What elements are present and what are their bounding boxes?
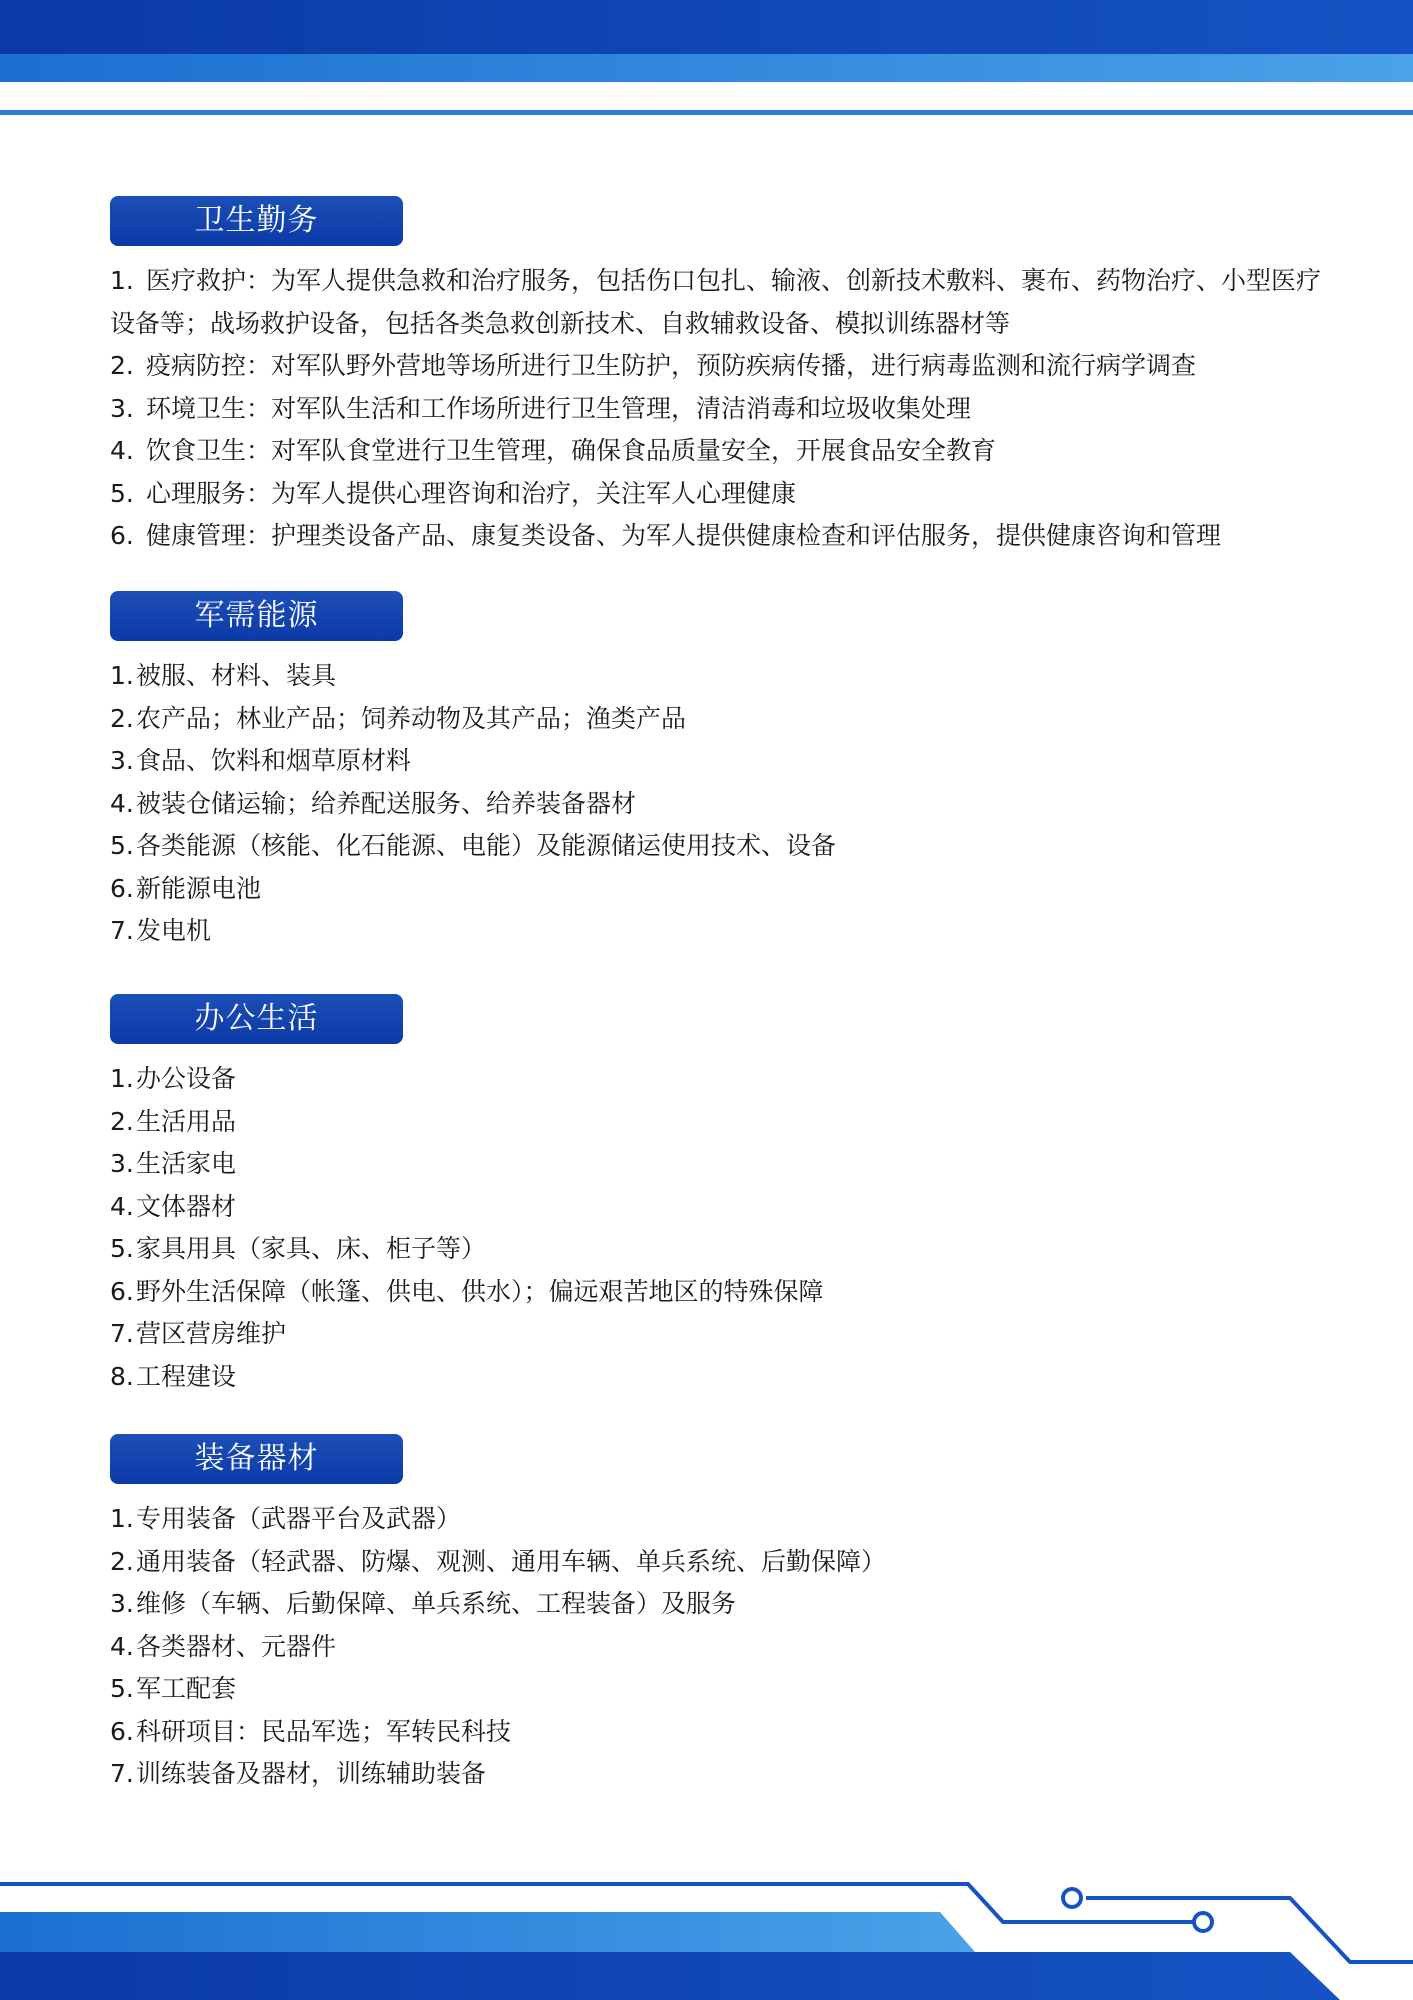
list-item: 6. 健康管理：护理类设备产品、康复类设备、为军人提供健康检查和评估服务，提供健康咨询和管理 — [110, 521, 1222, 550]
item-list — [110, 655, 1340, 953]
list-item: 6.科研项目：民品军选；军转民科技 — [110, 1716, 512, 1746]
list-item: 7.训练装备及器材，训练辅助装备 — [110, 1759, 487, 1788]
list-item: 4. 饮食卫生：对军队食堂进行卫生管理，确保食品质量安全，开展食品安全教育 — [110, 436, 997, 465]
list-item: 2.农产品；林业产品；饲养动物及其产品；渔类产品 — [110, 703, 687, 733]
section-military-supplies-energy — [110, 591, 1340, 953]
list-item: 7.营区营房维护 — [110, 1319, 287, 1348]
list-item: 6.新能源电池 — [110, 873, 262, 903]
list-item: 5.家具用具（家具、床、柜子等） — [110, 1234, 487, 1263]
item-list — [110, 1498, 1340, 1796]
list-item: 3.维修（车辆、后勤保障、单兵系统、工程装备）及服务 — [110, 1589, 737, 1618]
bottom-footer-band — [0, 1872, 1413, 2000]
list-item: 3.生活家电 — [110, 1149, 237, 1178]
list-item: 5. 心理服务：为军人提供心理咨询和治疗，关注军人心理健康 — [110, 478, 797, 508]
section-equipment — [110, 1434, 1340, 1796]
item-list — [110, 1058, 1340, 1398]
section-title: 装备器材 — [110, 1434, 403, 1484]
list-item: 4.文体器材 — [110, 1191, 237, 1221]
section-health-services — [110, 196, 1340, 558]
section-title: 军需能源 — [110, 591, 403, 641]
list-item: 3.食品、饮料和烟草原材料 — [110, 746, 412, 775]
top-header-band — [0, 0, 1413, 120]
circuit-node-icon — [1194, 1913, 1212, 1931]
list-item: 5.各类能源（核能、化石能源、电能）及能源储运使用技术、设备 — [110, 831, 837, 860]
list-item: 7.发电机 — [110, 916, 212, 945]
list-item: 3. 环境卫生：对军队生活和工作场所进行卫生管理，清洁消毒和垃圾收集处理 — [110, 393, 972, 423]
item-list — [110, 260, 1340, 558]
list-item: 5.军工配套 — [110, 1674, 237, 1703]
list-item: 4.各类器材、元器件 — [110, 1631, 337, 1661]
list-item: 2. 疫病防控：对军队野外营地等场所进行卫生防护，预防疾病传播，进行病毒监测和流行病学调查 — [110, 351, 1197, 380]
list-item: 1. 医疗救护：为军人提供急救和治疗服务，包括伤口包扎、输液、创新技术敷料、裹布、药物治疗、小型医疗设备等；战场救护设备，包括各类急救创新技术、自救辅救设备、模拟训练器材等 — [110, 266, 1322, 338]
list-item: 6.野外生活保障（帐篷、供电、供水）；偏远艰苦地区的特殊保障 — [110, 1276, 824, 1306]
section-title: 办公生活 — [110, 994, 403, 1044]
section-office-life — [110, 994, 1340, 1398]
section-title: 卫生勤务 — [110, 196, 403, 246]
circuit-node-icon — [1063, 1889, 1081, 1907]
list-item: 2.生活用品 — [110, 1106, 237, 1136]
list-item: 4.被装仓储运输；给养配送服务、给养装备器材 — [110, 788, 637, 818]
list-item: 8.工程建设 — [110, 1361, 237, 1391]
list-item: 1.办公设备 — [110, 1064, 237, 1093]
list-item: 2.通用装备（轻武器、防爆、观测、通用车辆、单兵系统、后勤保障） — [110, 1546, 887, 1576]
list-item: 1.专用装备（武器平台及武器） — [110, 1504, 462, 1533]
list-item: 1.被服、材料、装具 — [110, 661, 337, 690]
